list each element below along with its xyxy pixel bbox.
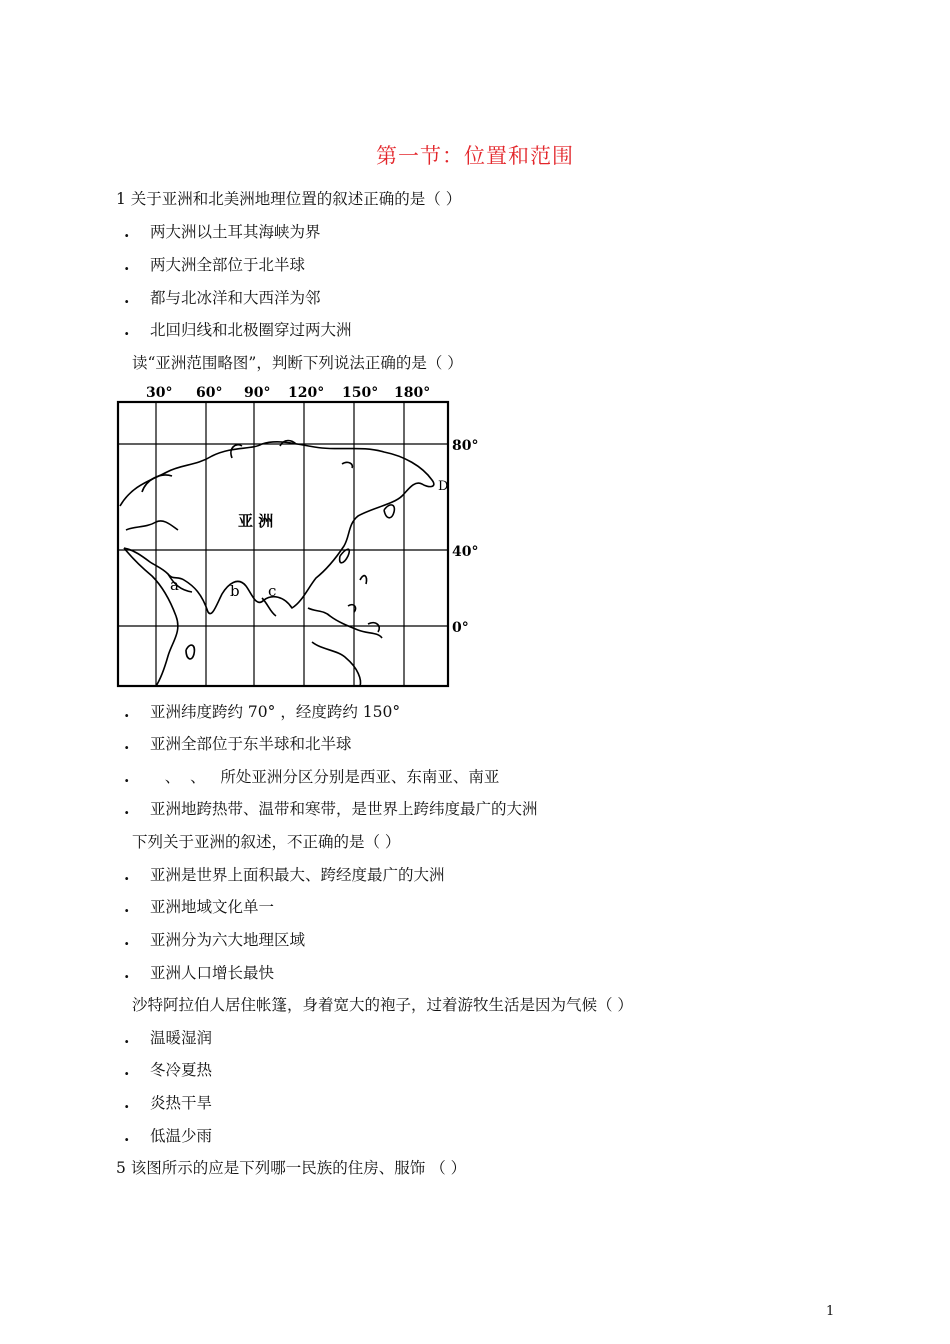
map-grid — [118, 402, 448, 686]
lon-label-60: 60° — [196, 385, 223, 401]
point-label-b: b — [230, 582, 240, 600]
lon-label-150: 150° — [342, 385, 379, 401]
q4-option-b: . 冬冷夏热 — [124, 1060, 213, 1079]
lat-label-80: 80° — [452, 438, 479, 454]
point-label-d: D — [438, 479, 449, 494]
lat-label-0: 0° — [452, 620, 469, 636]
q4-option-d: . 低温少雨 — [124, 1126, 213, 1145]
option-marker: . — [124, 734, 130, 753]
option-marker: . — [124, 799, 130, 818]
option-marker: . — [124, 767, 130, 786]
q1-option-a: . 两大洲以土耳其海峡为界 — [124, 222, 321, 241]
q2-option-d: . 亚洲地跨热带、温带和寒带，是世界上跨纬度最广的大洲 — [124, 799, 538, 818]
map-frame — [118, 402, 448, 686]
q1-option-b: . 两大洲全部位于北半球 — [124, 255, 306, 274]
page-number: 1 — [826, 1304, 835, 1319]
q4-option-c: . 炎热干旱 — [124, 1093, 213, 1112]
question-2-stem: 读“亚洲范围略图”，判断下列说法正确的是（ ） — [132, 354, 463, 372]
lon-label-90: 90° — [244, 385, 271, 401]
option-marker: . — [124, 1060, 130, 1079]
q3-option-b: . 亚洲地域文化单一 — [124, 897, 275, 916]
region-label-asia: 亚 洲 — [238, 512, 274, 530]
q4-option-a: . 温暖湿润 — [124, 1028, 213, 1047]
option-marker: . — [124, 255, 130, 274]
lon-label-30: 30° — [146, 385, 173, 401]
option-marker: . — [124, 320, 130, 339]
option-marker: . — [124, 222, 130, 241]
question-4-stem: 沙特阿拉伯人居住帐篷，身着宽大的袍子，过着游牧生活是因为气候（ ） — [132, 996, 633, 1014]
option-marker: . — [124, 963, 130, 982]
option-marker: . — [124, 897, 130, 916]
option-marker: . — [124, 1028, 130, 1047]
q3-option-d: . 亚洲人口增长最快 — [124, 963, 275, 982]
q3-option-c: . 亚洲分为六大地理区域 — [124, 930, 306, 949]
q1-option-d: . 北回归线和北极圈穿过两大洲 — [124, 320, 352, 339]
option-marker: . — [124, 702, 130, 721]
lat-label-40: 40° — [452, 544, 479, 560]
q2-option-b: . 亚洲全部位于东半球和北半球 — [124, 734, 352, 753]
q3-option-a: . 亚洲是世界上面积最大、跨经度最广的大洲 — [124, 865, 445, 884]
lon-label-180: 180° — [394, 385, 431, 401]
q2-option-c: . 、 、 所处亚洲分区分别是西亚、东南亚、南亚 — [124, 767, 500, 786]
page-title: 第一节：位置和范围 — [376, 144, 574, 168]
option-marker: . — [124, 865, 130, 884]
option-marker: . — [124, 1126, 130, 1145]
point-label-c: c — [268, 582, 277, 600]
option-marker: . — [124, 1093, 130, 1112]
question-1-stem: 1 关于亚洲和北美洲地理位置的叙述正确的是（ ） — [116, 190, 462, 208]
option-marker: . — [124, 930, 130, 949]
option-marker: . — [124, 288, 130, 307]
q2-option-a: . 亚洲纬度跨约 70° ，经度跨约 150° — [124, 702, 401, 721]
question-3-stem: 下列关于亚洲的叙述，不正确的是（ ） — [132, 833, 401, 851]
point-label-a: a — [170, 576, 179, 594]
question-5-stem: 5 该图所示的应是下列哪一民族的住房、服饰 （ ） — [116, 1159, 467, 1177]
coastlines — [120, 441, 434, 687]
q1-option-c: . 都与北冰洋和大西洋为邻 — [124, 288, 321, 307]
lon-label-120: 120° — [288, 385, 325, 401]
asia-range-map — [112, 380, 482, 692]
